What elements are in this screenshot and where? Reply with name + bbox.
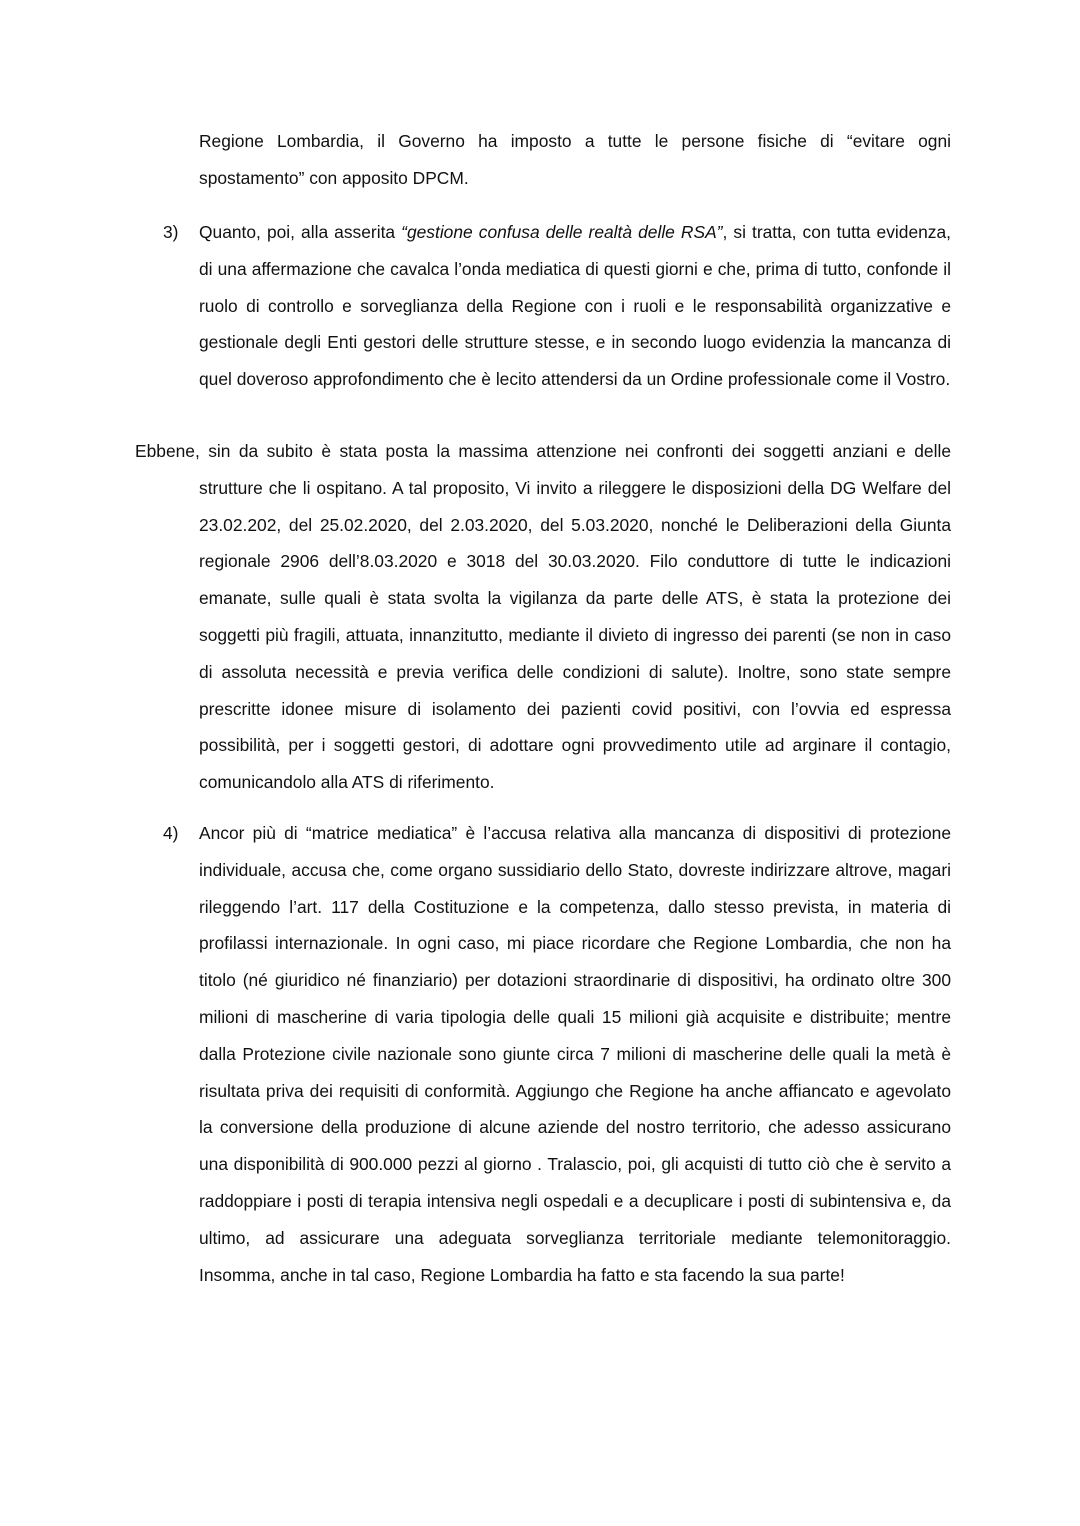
paragraph-continuation xyxy=(199,123,951,197)
list-marker-3: 3) xyxy=(163,222,179,242)
italic-quote: “gestione confusa delle realtà delle RSA” xyxy=(401,222,723,242)
paragraph-ebbene xyxy=(135,433,951,801)
paragraph-text: Ebbene, sin da subito è stata posta la massima attenzione nei confronti dei soggetti anziani e delle strutture che li ospitano. A tal proposito, Vi invito a rileggere le disposizioni della DG Welfare del 23.02.202, del 25.02.2020, del 2.03.2020, del 5.03.2020, nonché le Deliberazioni della Giunta regionale 2906 dell’8.03.2020 e 3018 del 30.03.2020. Filo conduttore di tutte le indicazioni emanate, sulle quali è stata svolta la vigilanza da parte delle ATS, è stata la protezione dei soggetti più fragili, attuata, innanzitutto, mediante il divieto di ingresso dei parenti (se non in caso di assoluta necessità e previa verifica delle condizioni di salute). Inoltre, sono state sempre prescritte idonee misure di isolamento dei pazienti covid positivi, con l’ovvia ed espressa possibilità, per i soggetti gestori, di adottare ogni provvedimento utile ad arginare il contagio, comunicandolo alla ATS di riferimento. xyxy=(135,441,951,793)
list-marker-4: 4) xyxy=(163,823,179,843)
paragraph-point-3 xyxy=(199,214,951,398)
paragraph-point-4 xyxy=(199,815,951,1293)
paragraph-text: Regione Lombardia, il Governo ha imposto a tutte le persone fisiche di “evitare ogni spostamento” con apposito DPCM. xyxy=(199,131,951,188)
paragraph-text: Ancor più di “matrice mediatica” è l’accusa relativa alla mancanza di dispositivi di protezione individuale, accusa che, come organo sussidiario dello Stato, dovreste indirizzare altrove, magari rileggendo l’art. 117 della Costituzione e la competenza, dallo stesso prevista, in materia di profilassi internazionale. In ogni caso, mi piace ricordare che Regione Lombardia, che non ha titolo (né giuridico né finanziario) per dotazioni straordinarie di dispositivi, ha ordinato oltre 300 milioni di mascherine di varia tipologia delle quali 15 milioni già acquisite e distribuite; mentre dalla Protezione civile nazionale sono giunte circa 7 milioni di mascherine delle quali la metà è risultata priva dei requisiti di conformità. Aggiungo che Regione ha anche affiancato e agevolato la conversione della produzione di alcune aziende del nostro territorio, che adesso assicurano una disponibilità di 900.000 pezzi al giorno . Tralascio, poi, gli acquisti di tutto ciò che è servito a raddoppiare i posti di terapia intensiva negli ospedali e a decuplicare i posti di subintensiva e, da ultimo, ad assicurare una adeguata sorveglianza territoriale mediante telemonitoraggio. Insomma, anche in tal caso, Regione Lombardia ha fatto e sta facendo la sua parte! xyxy=(199,823,951,1285)
paragraph-text: Quanto, poi, alla asserita xyxy=(199,222,402,242)
paragraph-text: , si tratta, con tutta evidenza, di una affermazione che cavalca l’onda mediatica di questi giorni e che, prima di tutto, confonde il ruolo di controllo e sorveglianza della Regione con i ruoli e le responsabilità organizzative e gestionale degli Enti gestori delle strutture stesse, e in secondo luogo evidenzia la mancanza di quel doveroso approfondimento che è lecito attendersi da un Ordine professionale come il Vostro. xyxy=(199,222,951,390)
